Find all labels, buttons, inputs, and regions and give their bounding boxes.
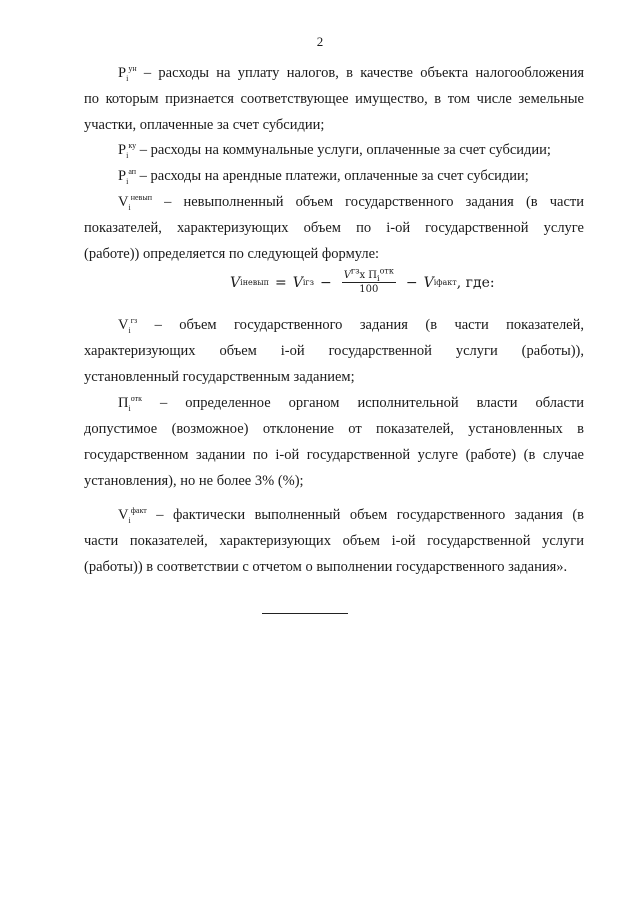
- page-number: 2: [316, 34, 324, 49]
- formula-fraction: $\frac{V^{гз}х П_i^{отк}}{100}$: [343, 266, 394, 295]
- definition-text: (работы)) в соответствии с отчетом о выполнении государственного задания».: [84, 559, 568, 575]
- definition-p-ku: $P_i^{ку}$ – расходы на коммунальные услуги, оплаченные за счет субсидии;: [118, 141, 551, 160]
- definition-text: – расходы на арендные платежи, оплаченные за счет субсидии;: [139, 168, 529, 184]
- definition-text: допустимое (возможное) отклонение от показателей, установленных в: [84, 421, 584, 437]
- definition-text: участки, оплаченные за счет субсидии;: [84, 117, 325, 133]
- definition-v-nevyp: $V_i^{невып}$ – невыполненный объем государственного задания (в части показателей, характеризующих объем по i-ой государственной услуге (работе)) определяется по следующей формуле:: [84, 189, 584, 267]
- definition-p-un: $P_i^{ун}$ – расходы на уплату налогов, в качестве объекта налогообложения по которым признается соответствующее имущество, в том числе земельные участки, оплаченные за счет субсидии;: [84, 60, 584, 138]
- definition-text: – расходы на уплату налогов, в качестве объекта налогообложения: [143, 65, 585, 81]
- definition-text: показателей, характеризующих объем по i-ой государственной услуге: [84, 220, 584, 236]
- definition-text: (работе)) определяется по следующей формуле:: [84, 246, 380, 262]
- end-divider: [262, 613, 348, 614]
- definition-text: – объем государственного задания (в части показателей,: [154, 317, 584, 333]
- definition-text: характеризующих объем i-ой государственной услуги (работы)),: [84, 343, 584, 359]
- definition-text: – определенное органом исполнительной власти области: [160, 395, 584, 411]
- definition-text: государственном задании по i-ой государственной услуге (работе) (в случае: [84, 447, 584, 463]
- definition-text: установленный государственным заданием;: [84, 369, 355, 385]
- definition-text: установления), но не более 3% (%);: [84, 473, 304, 489]
- symbol-p: P: [118, 65, 127, 81]
- definition-p-ap: $P_i^{ап}$ – расходы на арендные платежи, оплаченные за счет субсидии;: [118, 167, 529, 186]
- formula: V i невып = V i гз − $\frac{V^{гз}х П_i^{отк}}{100}$ − V i факт , где:: [230, 266, 495, 295]
- definition-text: – расходы на коммунальные услуги, оплаченные за счет субсидии;: [139, 142, 551, 158]
- definition-text: – фактически выполненный объем государственного задания (в: [156, 507, 585, 523]
- definition-text: части показателей, характеризующих объем i-ой государственной услуги: [84, 533, 584, 549]
- definition-text: – невыполненный объем государственного задания (в части: [164, 194, 585, 210]
- definition-v-gz: $V_i^{гз}$ – объем государственного задания (в части показателей, характеризующих объем i-ой государственной услуги (работы)), установленный государственным заданием;: [84, 312, 584, 390]
- definition-text: по которым признается соответствующее имущество, в том числе земельные: [84, 91, 584, 107]
- definition-p-otk: $П_i^{отк}$ – определенное органом исполнительной власти области допустимое (возможное) отклонение от показателей, установленных в государственном задании по i-ой государственной услуге (работе) (в случае установления), но не более 3% (%);: [84, 390, 584, 494]
- definition-v-fakt: $V_i^{факт}$ – фактически выполненный объем государственного задания (в части показателей, характеризующих объем i-ой государственной услуги (работы)) в соответствии с отчетом о выполнении государственного задания».: [84, 502, 584, 580]
